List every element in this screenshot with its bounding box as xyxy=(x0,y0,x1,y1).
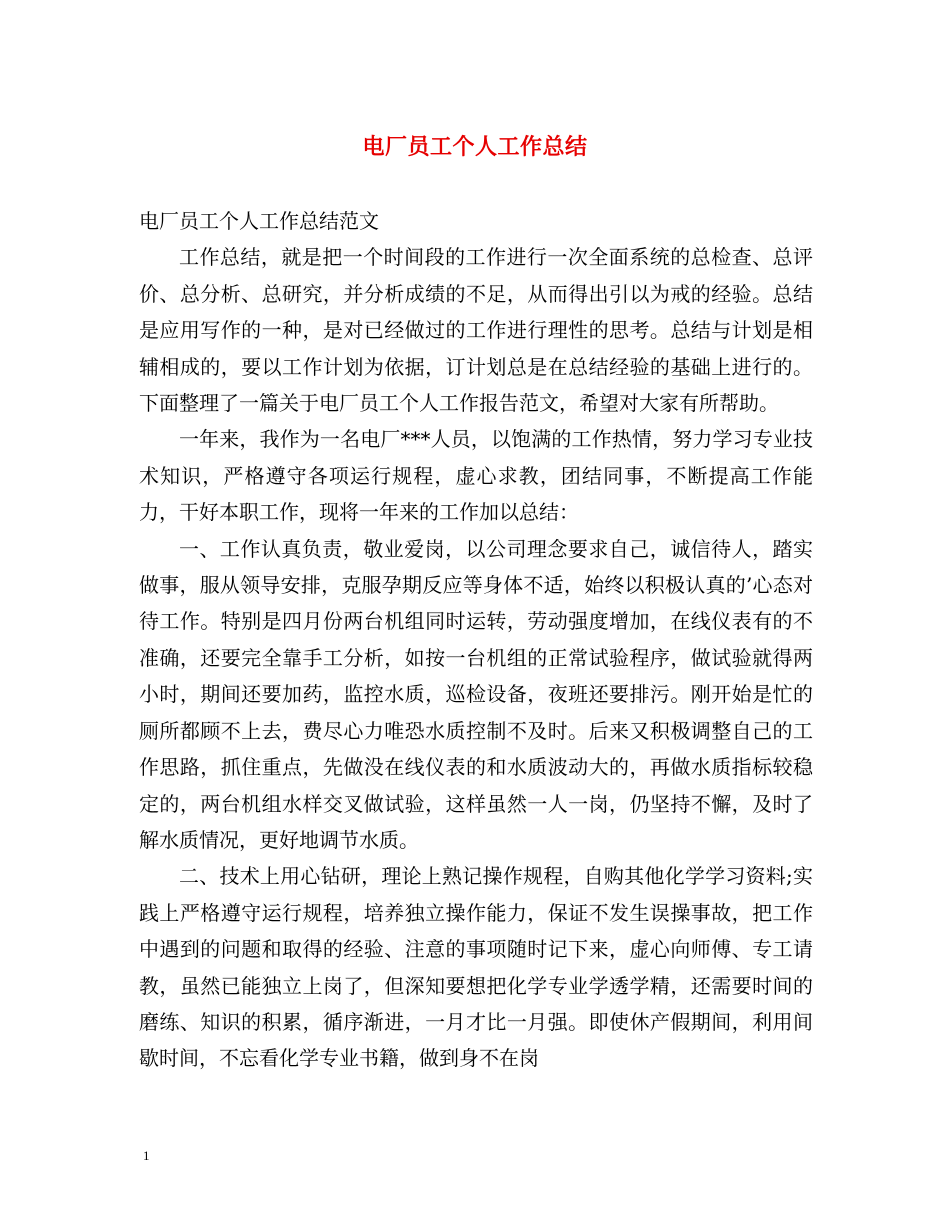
paragraph-section-two: 二、技术上用心钻研，理论上熟记操作规程，自购其他化学学习资料;实践上严格遵守运行规程，培养独立操作能力，保证不发生误操事故，把工作中遇到的问题和取得的经验、注意的事项随时记下来，虚心向师傅、专工请教，虽然已能独立上岗了，但深知要想把化学专业学透学精，还需要时间的磨练、知识的积累，循序渐进，一月才比一月强。即使休产假期间，利用间歇时间，不忘看化学专业书籍，做到身不在岗 xyxy=(139,864,813,1071)
paragraph-section-one: 一、工作认真负责，敬业爱岗，以公司理念要求自己，诚信待人，踏实做事，服从领导安排，克服孕期反应等身体不适，始终以积极认真的’心态对待工作。特别是四月份两台机组同时运转，劳动强度增加，在线仪表有的不准确，还要完全靠手工分析，如按一台机组的正常试验程序，做试验就得两小时，期间还要加药，监控水质，巡检设备，夜班还要排污。刚开始是忙的厕所都顾不上去，费尽心力唯恐水质控制不及时。后来又积极调整自己的工作思路，抓住重点，先做没在线仪表的和水质波动大的，再做水质指标较稳定的，两台机组水样交叉做试验，这样虽然一人一岗，仍坚持不懈，及时了解水质情况，更好地调节水质。 xyxy=(139,536,813,852)
document-body xyxy=(139,203,813,1077)
page-number: 1 xyxy=(143,1148,150,1163)
paragraph-overview: 一年来，我作为一名电厂***人员，以饱满的工作热情，努力学习专业技术知识，严格遵守各项运行规程，虚心求教，团结同事，不断提高工作能力，干好本职工作，现将一年来的工作加以总结： xyxy=(139,427,813,525)
paragraph-intro: 工作总结，就是把一个时间段的工作进行一次全面系统的总检查、总评价、总分析、总研究，并分析成绩的不足，从而得出引以为戒的经验。总结是应用写作的一种，是对已经做过的工作进行理性的思考。总结与计划是相辅相成的，要以工作计划为依据，订计划总是在总结经验的基础上进行的。下面整理了一篇关于电厂员工个人工作报告范文，希望对大家有所帮助。 xyxy=(139,245,813,416)
document-title: 电厂员工个人工作总结 xyxy=(362,134,588,160)
document-subtitle: 电厂员工个人工作总结范文 xyxy=(139,209,379,233)
